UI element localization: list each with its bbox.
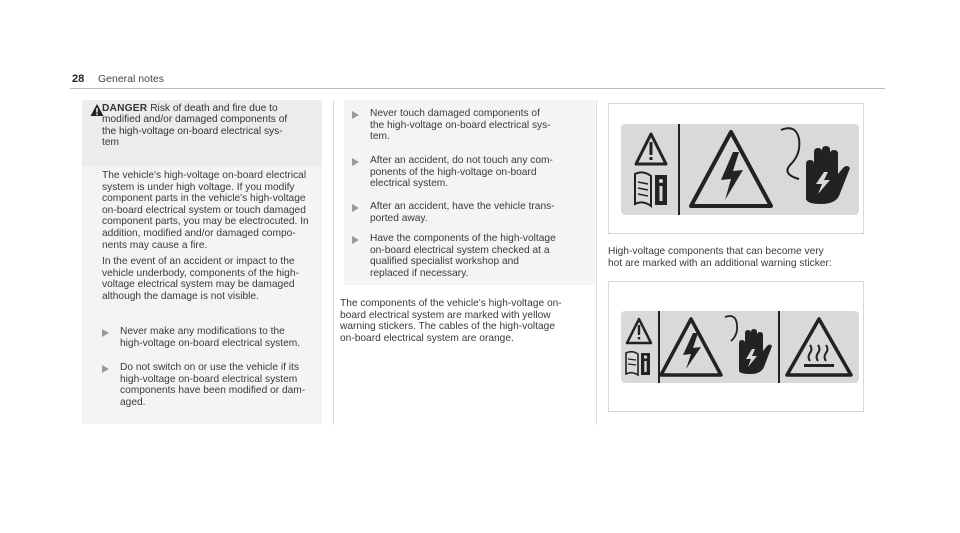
- text-line: the high-voltage on-board electrical sys-: [370, 119, 551, 131]
- text-line: system is under high voltage. If you modify: [102, 181, 295, 193]
- text-line: qualified specialist workshop and: [370, 256, 519, 268]
- text-line: component parts, you may be electrocuted. In: [102, 216, 309, 228]
- read-manual-icon: [626, 352, 650, 375]
- text-line: After an accident, do not touch any com-: [370, 155, 553, 166]
- danger-message: [102, 103, 316, 148]
- text-line: Never touch damaged components of: [370, 108, 540, 119]
- high-voltage-sticker-graphic: [621, 124, 859, 215]
- hot-surface-sticker-graphic: [621, 311, 859, 383]
- section-title: General notes: [98, 73, 164, 85]
- page-number: 28: [72, 73, 85, 85]
- text-line: voltage electrical system may be damaged: [102, 279, 295, 291]
- text-line: although the damage is not visible.: [102, 290, 259, 302]
- text-line: high-voltage on-board electrical system.: [120, 337, 301, 349]
- text-line: vehicle underbody, components of the high-: [102, 267, 299, 279]
- text-line: In the event of an accident or impact to the: [102, 256, 295, 267]
- text-line: board electrical system are marked with yellow: [340, 309, 551, 321]
- text-line: Do not switch on or use the vehicle if its: [120, 362, 299, 373]
- text-line: warning stickers. The cables of the high-voltage: [340, 321, 555, 333]
- danger-line-1: Risk of death and fire due to: [150, 103, 278, 114]
- text-line: components have been modified or dam-: [120, 385, 306, 397]
- caution-triangle-icon: [636, 134, 666, 164]
- bullet-arrow-icon: [352, 236, 359, 244]
- text-line: Never make any modifications to the: [120, 326, 285, 337]
- paragraph-hot-components: [608, 246, 832, 269]
- column-divider: [596, 100, 597, 425]
- bullet-arrow-icon: [102, 329, 109, 337]
- bullet-arrow-icon: [102, 365, 109, 373]
- text-line: tem.: [370, 131, 390, 143]
- hot-surface-sticker: [621, 311, 859, 383]
- text-line: nents may cause a fire.: [102, 239, 208, 251]
- text-line: High-voltage components that can become very: [608, 246, 824, 257]
- high-voltage-triangle-icon: [691, 132, 771, 206]
- bullet-arrow-icon: [352, 204, 359, 212]
- caution-triangle-icon: [627, 319, 651, 343]
- text-line: on-board electrical system are orange.: [340, 332, 514, 344]
- danger-label: DANGER: [102, 103, 148, 114]
- danger-line-3: the high-voltage on-board electrical sys-: [102, 125, 283, 137]
- electric-shock-hand-icon: [725, 316, 772, 374]
- paragraph-high-voltage: [102, 170, 317, 251]
- text-line: aged.: [120, 396, 146, 408]
- danger-line-4: tem: [102, 136, 119, 148]
- hot-surface-triangle-icon: [787, 319, 851, 375]
- electric-shock-hand-icon: [781, 128, 850, 204]
- danger-warning-box: [82, 100, 322, 166]
- text-line: Have the components of the high-voltage: [370, 233, 556, 244]
- text-line: replaced if necessary.: [370, 267, 469, 279]
- high-voltage-triangle-icon: [661, 319, 721, 375]
- text-line: The vehicle's high-voltage on-board electrical: [102, 170, 307, 181]
- bullet-arrow-icon: [352, 158, 359, 166]
- page-header: [70, 70, 885, 89]
- danger-details-box: [82, 166, 322, 424]
- text-line: on-board electrical system checked at a: [370, 244, 550, 256]
- paragraph-warning-stickers: [340, 298, 562, 344]
- hot-surface-sticker-figure: [608, 281, 864, 412]
- column-divider: [333, 100, 334, 425]
- instructions-box: [344, 100, 595, 285]
- text-line: addition, modified and/or damaged compo-: [102, 227, 296, 239]
- read-manual-icon: [635, 172, 667, 206]
- text-line: high-voltage on-board electrical system: [120, 373, 298, 385]
- text-line: ported away.: [370, 212, 428, 224]
- paragraph-accident: [102, 256, 317, 302]
- text-line: hot are marked with an additional warning sticker:: [608, 257, 832, 269]
- high-voltage-sticker-figure: [608, 103, 864, 234]
- text-line: After an accident, have the vehicle trans-: [370, 201, 555, 212]
- danger-line-2: modified and/or damaged components of: [102, 114, 288, 126]
- text-line: component parts in the vehicle's high-voltage: [102, 193, 306, 205]
- text-line: The components of the vehicle's high-voltage on-: [340, 298, 562, 309]
- text-line: electrical system.: [370, 178, 449, 190]
- bullet-arrow-icon: [352, 111, 359, 119]
- text-line: ponents of the high-voltage on-board: [370, 166, 537, 178]
- high-voltage-sticker: [621, 124, 859, 215]
- text-line: on-board electrical system or touch damaged: [102, 204, 306, 216]
